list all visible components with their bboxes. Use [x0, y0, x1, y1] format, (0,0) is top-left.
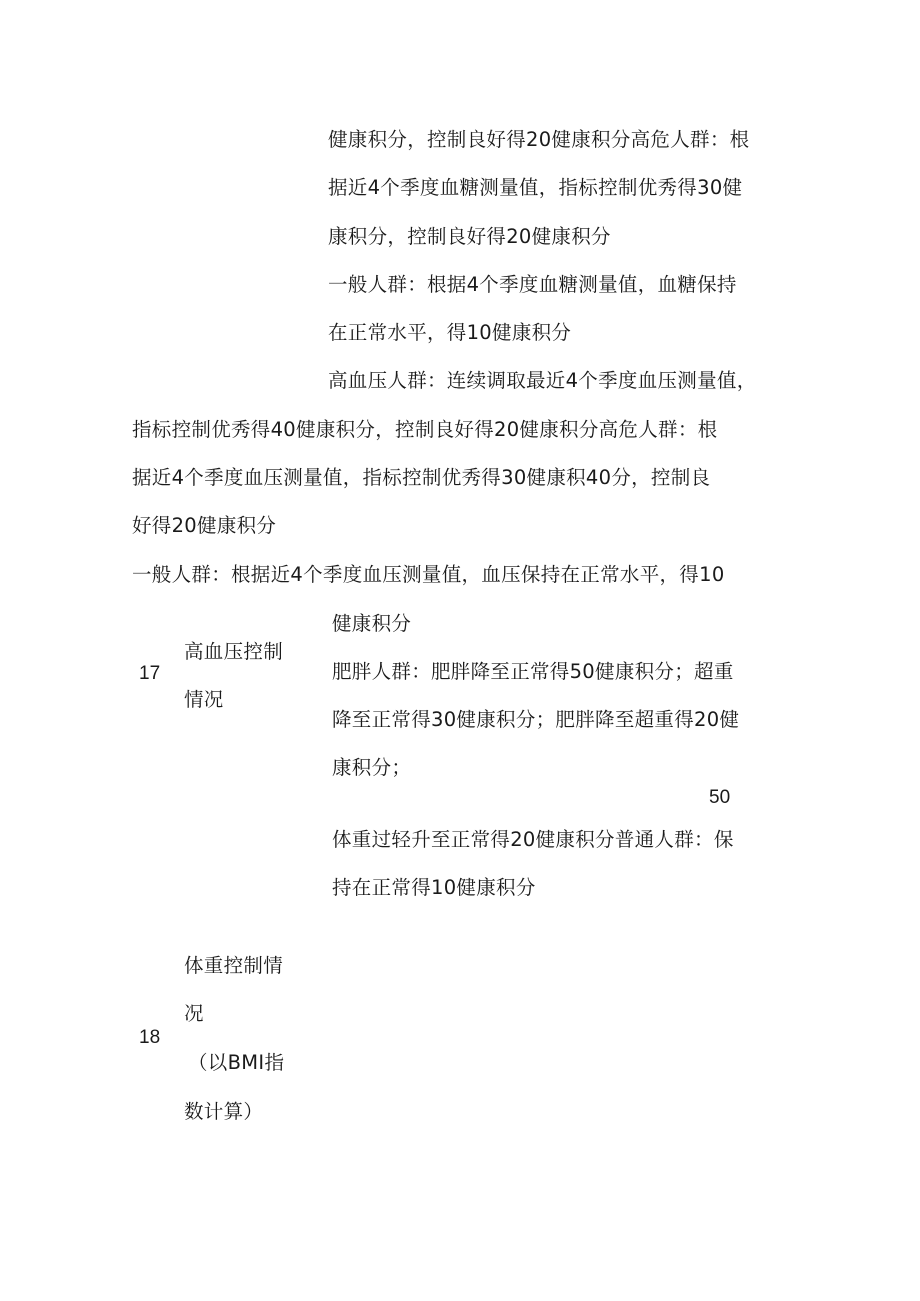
row-17-content-line: 降至正常得30健康积分；肥胖降至超重得20健	[332, 708, 740, 731]
text-line: 一般人群：根据近4个季度血压测量值，血压保持在正常水平，得10	[132, 563, 725, 586]
text-line: 好得20健康积分	[132, 514, 277, 537]
text-line: 一般人群：根据4个季度血糖测量值，血糖保持	[328, 273, 737, 296]
text-line: 据近4个季度血糖测量值，指标控制优秀得30健	[328, 176, 743, 199]
row-18-title-line: （以BMI指	[188, 1051, 285, 1074]
row-17-content-line: 持在正常得10健康积分	[332, 876, 536, 899]
text-line: 在正常水平，得10健康积分	[328, 321, 572, 344]
text-line: 康积分，控制良好得20健康积分	[328, 225, 611, 248]
row-18-number: 18	[139, 1027, 161, 1048]
row-18-title-line: 体重控制情	[184, 954, 284, 977]
row-17-number: 17	[139, 663, 161, 684]
row-17-title-line: 情况	[184, 688, 224, 711]
row-17-content-line: 肥胖人群：肥胖降至正常得50健康积分；超重	[332, 660, 734, 683]
row-18-title-line: 况	[184, 1002, 204, 1025]
text-line: 据近4个季度血压测量值，指标控制优秀得30健康积40分，控制良	[132, 466, 711, 489]
text-line: 健康积分，控制良好得20健康积分高危人群：根	[328, 128, 750, 151]
row-17-score: 50	[709, 787, 731, 808]
text-line: 指标控制优秀得40健康积分，控制良好得20健康积分高危人群：根	[132, 418, 718, 441]
row-17-title-line: 高血压控制	[184, 640, 284, 663]
row-17-content-line: 健康积分	[332, 612, 412, 635]
row-18-title-line: 数计算）	[184, 1100, 264, 1123]
row-17-content-line: 康积分；	[332, 756, 412, 779]
row-17-content-line: 体重过轻升至正常得20健康积分普通人群：保	[332, 828, 734, 851]
text-line: 高血压人群：连续调取最近4个季度血压测量值，	[328, 369, 757, 392]
